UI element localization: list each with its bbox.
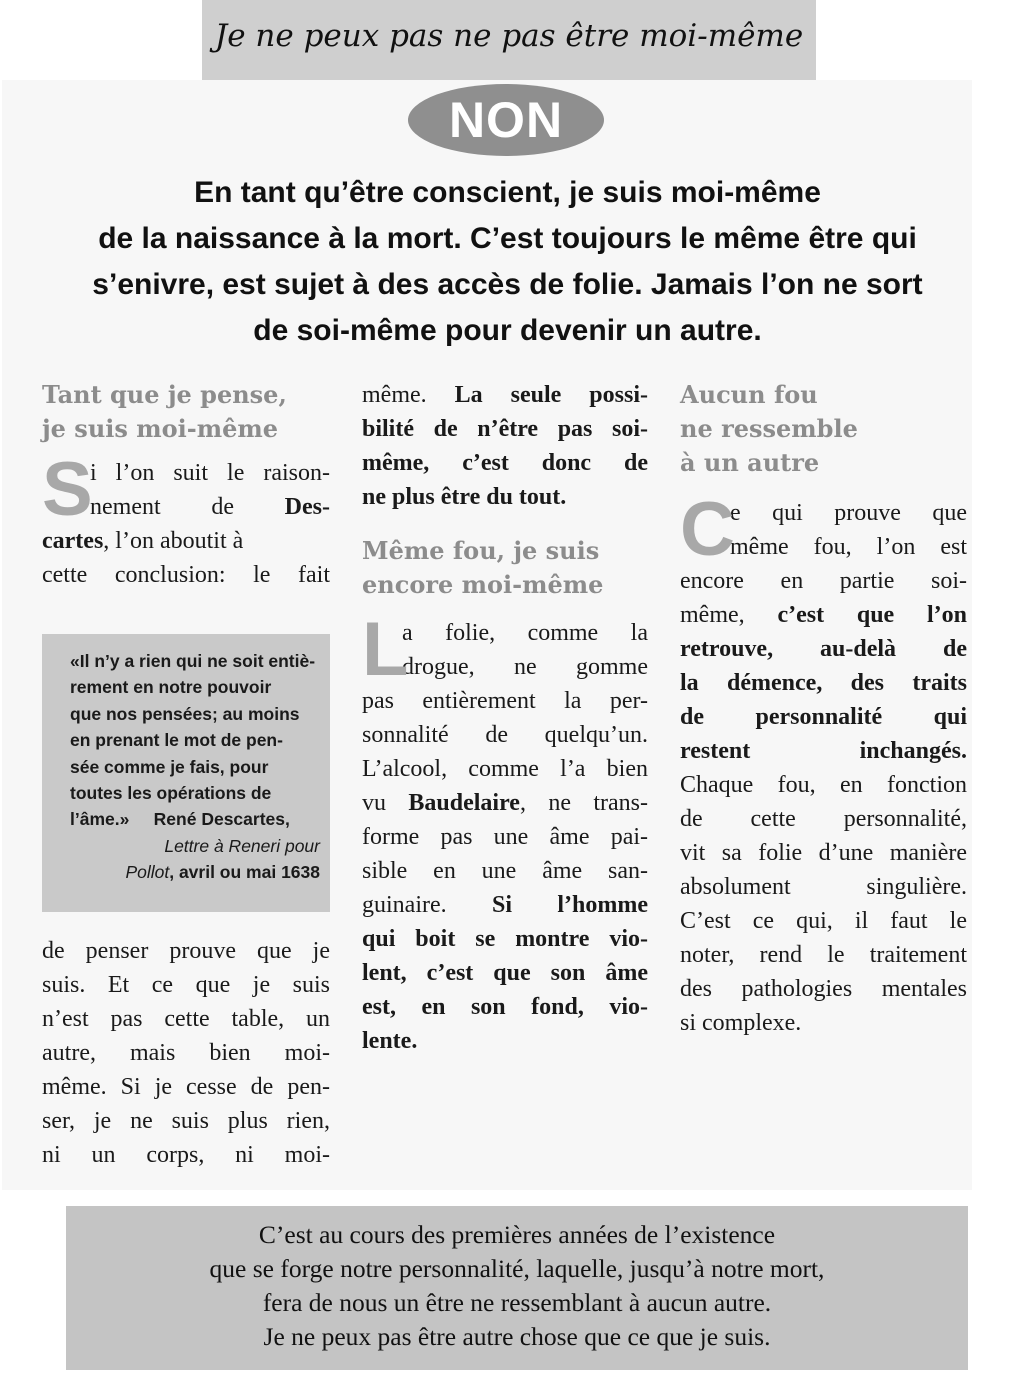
section-heading: encore moi-même [362, 570, 604, 599]
text-line: forme pas une âme pai- [362, 824, 648, 850]
text-line: L’alcool, comme l’a bien [362, 756, 648, 782]
text-line: de penser prouve que je [42, 938, 330, 964]
column-1-continued [42, 934, 330, 1172]
text-line: cartes, l’on aboutit à [42, 528, 244, 554]
paragraph [680, 487, 968, 1040]
text-line: sible en une âme san- [362, 858, 648, 884]
text-line: sonnalité de quelqu’un. [362, 722, 648, 748]
lead-line: de la naissance à la mort. C’est toujours le même être qui [98, 222, 917, 255]
text-line: ni un corps, ni moi- [42, 1142, 330, 1168]
text-line: même. La seule possi- [362, 382, 648, 408]
text-line: drogue, ne gomme [402, 654, 648, 680]
lead-line: En tant qu’être conscient, je suis moi-même [194, 176, 821, 209]
lead-paragraph [40, 170, 975, 354]
column-3 [680, 378, 967, 1040]
text-line: suis. Et ce que je suis [42, 972, 330, 998]
column-1 [42, 378, 330, 592]
title-banner [202, 0, 816, 80]
text-line: encore en partie soi- [680, 568, 967, 594]
conclusion-line: que se forge notre personnalité, laquelle, jusqu’à notre mort, [209, 1254, 825, 1283]
quote-box [42, 634, 330, 912]
non-badge: NON [408, 84, 604, 156]
text-line: lente. [362, 1028, 418, 1054]
section-heading: ne ressemble [680, 414, 858, 443]
text-line: ser, je ne suis plus rien, [42, 1108, 330, 1134]
text-line: e qui prouve que [730, 500, 967, 526]
text-line: de personnalité qui [680, 704, 967, 730]
conclusion-box [66, 1206, 968, 1370]
text-line: est, en son fond, vio- [362, 994, 648, 1020]
text-line: i l’on suit le raison- [90, 460, 330, 486]
paragraph [42, 447, 330, 592]
text-line: même, c’est que l’on [680, 602, 968, 628]
text-line: pas entièrement la per- [362, 688, 648, 714]
drop-cap: C [680, 487, 735, 572]
text-line: qui boit se montre vio- [362, 926, 648, 952]
column-2 [362, 378, 648, 1058]
section-heading: à un autre [680, 448, 820, 477]
page-title: Je ne peux pas ne pas être moi-même [214, 18, 804, 54]
text-line: Chaque fou, en fonction [680, 772, 967, 798]
text-line: nement de Des- [90, 494, 330, 520]
paragraph [362, 607, 649, 1058]
quote-line: en prenant le mot de pen- [70, 730, 283, 751]
text-line: de cette personnalité, [680, 806, 967, 832]
quote-line: rement en notre pouvoir [70, 677, 272, 698]
text-line: cette conclusion: le fait [42, 562, 330, 588]
text-line: a folie, comme la [402, 620, 648, 646]
quote-source: Pollot, avril ou mai 1638 [125, 862, 320, 883]
drop-cap: L [362, 607, 409, 692]
text-line: même fou, l’on est [730, 534, 967, 560]
text-line: vu Baudelaire, ne trans- [362, 790, 649, 816]
text-line: bilité de n’être pas soi- [362, 416, 648, 442]
text-line: autre, mais bien moi- [42, 1040, 330, 1066]
text-line: absolument singulière. [680, 874, 967, 900]
text-line: même. Si je cesse de pen- [42, 1074, 330, 1100]
quote-line: toutes les opérations de [70, 783, 272, 804]
text-line: noter, rend le traitement [680, 942, 967, 968]
conclusion-text [66, 1218, 968, 1354]
section-heading: Tant que je pense, [42, 380, 287, 409]
text-line: restent inchangés. [680, 738, 967, 764]
section-heading: je suis moi-même [42, 414, 279, 443]
conclusion-line: Je ne peux pas être autre chose que ce que je suis. [263, 1322, 771, 1351]
quote-line: l’âme.» René Descartes, [70, 809, 290, 830]
quote-source: Lettre à Reneri pour [164, 835, 320, 856]
descartes-quote [70, 648, 320, 886]
text-line: la démence, des traits [680, 670, 967, 696]
conclusion-line: fera de nous un être ne ressemblant à aucun autre. [262, 1288, 772, 1317]
section-heading: Même fou, je suis [362, 536, 600, 565]
text-line: n’est pas cette table, un [42, 1006, 330, 1032]
text-line: lent, c’est que son âme [362, 960, 648, 986]
text-line: vit sa folie d’une manière [680, 840, 967, 866]
text-line: si complexe. [680, 1010, 802, 1036]
text-line: des pathologies mentales [680, 976, 967, 1002]
text-line: C’est ce qui, il faut le [680, 908, 967, 934]
quote-line: sée comme je fais, pour [70, 756, 269, 777]
text-line: même, c’est donc de [362, 450, 648, 476]
quote-line: «Il n’y a rien qui ne soit entiè- [70, 651, 316, 671]
text-line: retrouve, au-delà de [680, 636, 967, 662]
text-line: ne plus être du tout. [362, 484, 567, 510]
section-heading: Aucun fou [680, 380, 818, 409]
lead-line: s’enivre, est sujet à des accès de folie. Jamais l’on ne sort [92, 268, 923, 301]
quote-line: que nos pensées; au moins [70, 703, 300, 724]
lead-line: de soi-même pour devenir un autre. [253, 314, 762, 347]
quote-author: René Descartes, [153, 809, 290, 830]
conclusion-line: C’est au cours des premières années de l’existence [258, 1220, 776, 1249]
drop-cap: S [42, 447, 93, 532]
text-line: guinaire. Si l’homme [362, 892, 648, 918]
